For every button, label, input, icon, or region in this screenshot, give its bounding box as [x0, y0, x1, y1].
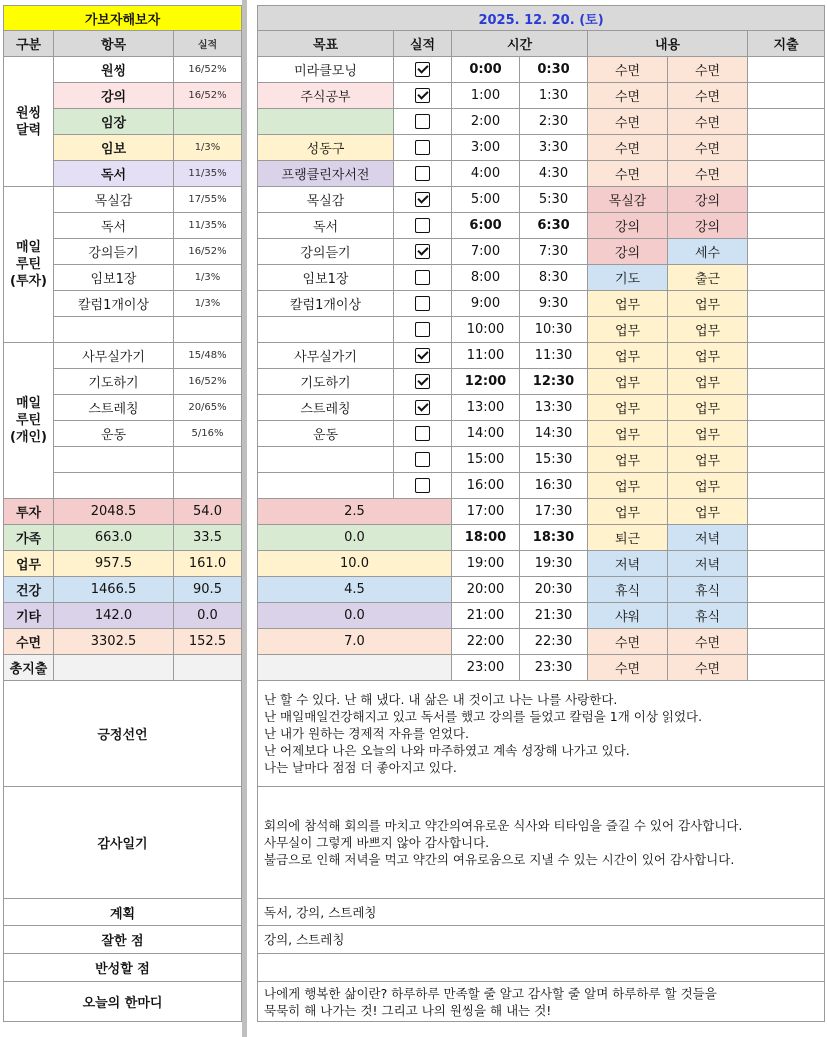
left-item-stat: 15/48%: [174, 343, 242, 369]
time-end: 3:30: [520, 135, 588, 161]
activity-cell: 업무: [588, 421, 668, 447]
left-item-stat: 17/55%: [174, 187, 242, 213]
left-item: 임보1장: [54, 265, 174, 291]
left-item: 목실감: [54, 187, 174, 213]
goal-cell: [258, 447, 394, 473]
goal-cell: 사무실가기: [258, 343, 394, 369]
today-word-text: [258, 982, 825, 1022]
activity-cell: 수면: [588, 109, 668, 135]
activity-cell: 업무: [588, 395, 668, 421]
time-start: 22:00: [452, 629, 520, 655]
section-label-routine-personal: 매일 루틴 (개인): [4, 343, 54, 499]
goal-checkbox[interactable]: [415, 62, 430, 77]
time-end: 20:30: [520, 577, 588, 603]
activity-cell: 강의: [588, 213, 668, 239]
time-start: 13:00: [452, 395, 520, 421]
reflect-text: [258, 954, 825, 982]
activity-cell: 휴식: [588, 577, 668, 603]
summary-label-family: 가족: [4, 525, 54, 551]
expense-cell: [748, 135, 825, 161]
time-end: 4:30: [520, 161, 588, 187]
expense-cell: [748, 525, 825, 551]
goal-cell: [258, 317, 394, 343]
time-end: 12:30: [520, 369, 588, 395]
gratitude-line: 회의에 참석해 회의를 마치고 약간의여유로운 식사와 티타임을 즐길 수 있어 감사합니다.: [264, 818, 743, 833]
time-start: 4:00: [452, 161, 520, 187]
time-start: 16:00: [452, 473, 520, 499]
left-item: [54, 473, 174, 499]
header-expense: 지출: [748, 31, 825, 57]
activity-cell: 휴식: [668, 603, 748, 629]
left-item-stat: 5/16%: [174, 421, 242, 447]
time-start: 2:00: [452, 109, 520, 135]
activity-cell: 수면: [668, 57, 748, 83]
time-start: 23:00: [452, 655, 520, 681]
gratitude-line: 사무실이 그렇게 바쁘지 않아 감사합니다.: [264, 835, 490, 850]
time-start: 21:00: [452, 603, 520, 629]
time-end: 19:30: [520, 551, 588, 577]
expense-cell: [748, 291, 825, 317]
goal-checkbox[interactable]: [415, 140, 430, 155]
left-item-stat: [174, 447, 242, 473]
time-end: 23:30: [520, 655, 588, 681]
activity-cell: 수면: [588, 83, 668, 109]
activity-cell: 수면: [668, 109, 748, 135]
left-summary-table: [3, 5, 242, 1022]
goal-checkbox[interactable]: [415, 166, 430, 181]
time-start: 19:00: [452, 551, 520, 577]
summary-day-value: 7.0: [258, 629, 452, 655]
affirmation-line: 난 어제보다 나은 오늘의 나와 마주하였고 계속 성장해 나가고 있다.: [264, 743, 630, 758]
left-item-stat: 16/52%: [174, 369, 242, 395]
time-start: 11:00: [452, 343, 520, 369]
summary-total: 2048.5: [54, 499, 174, 525]
activity-cell: 업무: [668, 369, 748, 395]
activity-cell: 업무: [668, 421, 748, 447]
summary-total: 663.0: [54, 525, 174, 551]
gratitude-text: [258, 787, 825, 899]
time-end: 13:30: [520, 395, 588, 421]
activity-cell: 업무: [588, 499, 668, 525]
activity-cell: 세수: [668, 239, 748, 265]
time-end: 5:30: [520, 187, 588, 213]
result-cell: [394, 369, 452, 395]
summary-total: 1466.5: [54, 577, 174, 603]
summary-label-invest: 투자: [4, 499, 54, 525]
activity-cell: 강의: [588, 239, 668, 265]
left-item: 독서: [54, 161, 174, 187]
activity-cell: 업무: [588, 473, 668, 499]
summary-label-etc: 기타: [4, 603, 54, 629]
time-end: 14:30: [520, 421, 588, 447]
result-cell: [394, 343, 452, 369]
left-item-stat: 20/65%: [174, 395, 242, 421]
summary-value: 0.0: [174, 603, 242, 629]
goal-checkbox[interactable]: [415, 426, 430, 441]
left-item: 칼럼1개이상: [54, 291, 174, 317]
well-done-text: 강의, 스트레칭: [258, 926, 825, 954]
section-label-onething: 원씽 달력: [4, 57, 54, 187]
summary-label-health: 건강: [4, 577, 54, 603]
left-item: 임장: [54, 109, 174, 135]
activity-cell: 저녁: [668, 551, 748, 577]
left-item-stat: [174, 317, 242, 343]
summary-value: [174, 655, 242, 681]
time-start: 15:00: [452, 447, 520, 473]
goal-cell: 독서: [258, 213, 394, 239]
activity-cell: 업무: [668, 317, 748, 343]
summary-day-value: 2.5: [258, 499, 452, 525]
goal-cell: 주식공부: [258, 83, 394, 109]
result-cell: [394, 395, 452, 421]
goal-cell: 목실감: [258, 187, 394, 213]
activity-cell: 저녁: [588, 551, 668, 577]
activity-cell: 수면: [588, 135, 668, 161]
activity-cell: 업무: [588, 291, 668, 317]
expense-cell: [748, 499, 825, 525]
activity-cell: 목실감: [588, 187, 668, 213]
activity-cell: 수면: [668, 629, 748, 655]
time-start: 3:00: [452, 135, 520, 161]
activity-cell: 수면: [668, 135, 748, 161]
time-end: 21:30: [520, 603, 588, 629]
time-start: 1:00: [452, 83, 520, 109]
expense-cell: [748, 83, 825, 109]
left-item-stat: 1/3%: [174, 135, 242, 161]
affirmation-text: [258, 681, 825, 787]
result-cell: [394, 473, 452, 499]
expense-cell: [748, 317, 825, 343]
summary-total: 3302.5: [54, 629, 174, 655]
well-done-label: 잘한 점: [4, 926, 242, 954]
left-item: 기도하기: [54, 369, 174, 395]
time-start: 20:00: [452, 577, 520, 603]
header-time: 시간: [452, 31, 588, 57]
header-item: 항목: [54, 31, 174, 57]
expense-cell: [748, 603, 825, 629]
activity-cell: 수면: [588, 655, 668, 681]
goal-checkbox[interactable]: [415, 348, 430, 363]
time-end: 6:30: [520, 213, 588, 239]
time-start: 8:00: [452, 265, 520, 291]
goal-cell: 성동구: [258, 135, 394, 161]
expense-cell: [748, 239, 825, 265]
result-cell: [394, 135, 452, 161]
time-end: 2:30: [520, 109, 588, 135]
affirmation-line: 나는 날마다 점점 더 좋아지고 있다.: [264, 760, 457, 775]
time-end: 18:30: [520, 525, 588, 551]
left-item-stat: 16/52%: [174, 239, 242, 265]
time-start: 5:00: [452, 187, 520, 213]
schedule-body: [258, 57, 825, 681]
left-item: 사무실가기: [54, 343, 174, 369]
goal-cell: 강의듣기: [258, 239, 394, 265]
summary-value: 152.5: [174, 629, 242, 655]
expense-cell: [748, 421, 825, 447]
goal-checkbox[interactable]: [415, 452, 430, 467]
expense-cell: [748, 655, 825, 681]
left-item-stat: 16/52%: [174, 57, 242, 83]
summary-label-expense: 총지출: [4, 655, 54, 681]
result-cell: [394, 239, 452, 265]
left-item-stat: [174, 109, 242, 135]
left-item: 스트레칭: [54, 395, 174, 421]
section-label-routine-invest: 매일 루틴 (투자): [4, 187, 54, 343]
reflect-label: 반성할 점: [4, 954, 242, 982]
time-start: 6:00: [452, 213, 520, 239]
goal-cell: 칼럼1개이상: [258, 291, 394, 317]
left-item: [54, 447, 174, 473]
gratitude-label: 감사일기: [4, 787, 242, 899]
expense-cell: [748, 629, 825, 655]
time-end: 15:30: [520, 447, 588, 473]
expense-cell: [748, 395, 825, 421]
summary-value: 90.5: [174, 577, 242, 603]
time-end: 11:30: [520, 343, 588, 369]
gratitude-line: 불금으로 인해 저녁을 먹고 약간의 여유로움으로 지낼 수 있는 시간이 있어 감사합니다.: [264, 852, 735, 867]
goal-checkbox[interactable]: [415, 88, 430, 103]
affirmation-line: 난 할 수 있다. 난 해 냈다. 내 삶은 내 것이고 나는 나를 사랑한다.: [264, 692, 618, 707]
activity-cell: 수면: [668, 161, 748, 187]
header-category: 구분: [4, 31, 54, 57]
left-item: 강의듣기: [54, 239, 174, 265]
goal-checkbox[interactable]: [415, 374, 430, 389]
goal-checkbox[interactable]: [415, 218, 430, 233]
activity-cell: 업무: [588, 317, 668, 343]
summary-day-value: 0.0: [258, 603, 452, 629]
result-cell: [394, 447, 452, 473]
expense-cell: [748, 447, 825, 473]
activity-cell: 샤워: [588, 603, 668, 629]
summary-value: 33.5: [174, 525, 242, 551]
result-cell: [394, 265, 452, 291]
header-result: 실적: [394, 31, 452, 57]
goal-checkbox[interactable]: [415, 270, 430, 285]
time-end: 9:30: [520, 291, 588, 317]
summary-total: 957.5: [54, 551, 174, 577]
left-item-stat: [174, 473, 242, 499]
activity-cell: 업무: [588, 447, 668, 473]
goal-checkbox[interactable]: [415, 296, 430, 311]
time-end: 16:30: [520, 473, 588, 499]
time-start: 7:00: [452, 239, 520, 265]
goal-cell: 운동: [258, 421, 394, 447]
today-word-label: 오늘의 한마디: [4, 982, 242, 1022]
left-item: 강의: [54, 83, 174, 109]
affirmation-line: 난 매일매일건강해지고 있고 독서를 했고 강의를 들었고 칼럼을 1개 이상 읽었다.: [264, 709, 703, 724]
expense-cell: [748, 265, 825, 291]
expense-cell: [748, 473, 825, 499]
expense-cell: [748, 57, 825, 83]
result-cell: [394, 213, 452, 239]
summary-value: 161.0: [174, 551, 242, 577]
time-end: 22:30: [520, 629, 588, 655]
time-start: 17:00: [452, 499, 520, 525]
result-cell: [394, 421, 452, 447]
goal-cell: [258, 473, 394, 499]
left-item: [54, 317, 174, 343]
affirmation-label: 긍정선언: [4, 681, 242, 787]
column-divider: [242, 0, 247, 1037]
summary-label-sleep: 수면: [4, 629, 54, 655]
time-start: 9:00: [452, 291, 520, 317]
result-cell: [394, 317, 452, 343]
today-word-line: 묵묵히 해 나가는 것! 그리고 나의 원씽을 해 내는 것!: [264, 1002, 552, 1018]
activity-cell: 강의: [668, 213, 748, 239]
time-end: 17:30: [520, 499, 588, 525]
activity-cell: 출근: [668, 265, 748, 291]
summary-day-value: [258, 655, 452, 681]
goal-checkbox[interactable]: [415, 400, 430, 415]
plan-label: 계획: [4, 899, 242, 926]
left-item: 독서: [54, 213, 174, 239]
expense-cell: [748, 577, 825, 603]
expense-cell: [748, 187, 825, 213]
left-item-stat: 1/3%: [174, 265, 242, 291]
activity-cell: 수면: [668, 83, 748, 109]
goal-checkbox[interactable]: [415, 244, 430, 259]
summary-value: 54.0: [174, 499, 242, 525]
activity-cell: 기도: [588, 265, 668, 291]
activity-cell: 업무: [588, 343, 668, 369]
goal-cell: 프랭클린자서전: [258, 161, 394, 187]
plan-text: 독서, 강의, 스트레칭: [258, 899, 825, 926]
time-end: 7:30: [520, 239, 588, 265]
page-title: 가보자해보자: [4, 6, 242, 31]
activity-cell: 휴식: [668, 577, 748, 603]
activity-cell: 업무: [588, 369, 668, 395]
time-end: 10:30: [520, 317, 588, 343]
goal-cell: 임보1장: [258, 265, 394, 291]
expense-cell: [748, 213, 825, 239]
time-start: 14:00: [452, 421, 520, 447]
activity-cell: 수면: [588, 161, 668, 187]
expense-cell: [748, 109, 825, 135]
expense-cell: [748, 161, 825, 187]
activity-cell: 퇴근: [588, 525, 668, 551]
goal-cell: 미라클모닝: [258, 57, 394, 83]
time-end: 0:30: [520, 57, 588, 83]
summary-day-value: 4.5: [258, 577, 452, 603]
time-end: 8:30: [520, 265, 588, 291]
summary-total: 142.0: [54, 603, 174, 629]
activity-cell: 저녁: [668, 525, 748, 551]
result-cell: [394, 83, 452, 109]
expense-cell: [748, 551, 825, 577]
activity-cell: 업무: [668, 395, 748, 421]
affirmation-line: 난 내가 원하는 경제적 자유를 얻었다.: [264, 726, 469, 741]
activity-cell: 업무: [668, 343, 748, 369]
goal-checkbox[interactable]: [415, 192, 430, 207]
result-cell: [394, 291, 452, 317]
expense-cell: [748, 369, 825, 395]
time-end: 1:30: [520, 83, 588, 109]
result-cell: [394, 187, 452, 213]
header-content: 내용: [588, 31, 748, 57]
activity-cell: 수면: [588, 57, 668, 83]
goal-cell: [258, 109, 394, 135]
summary-day-value: 10.0: [258, 551, 452, 577]
time-start: 12:00: [452, 369, 520, 395]
left-item: 운동: [54, 421, 174, 447]
left-item-stat: 1/3%: [174, 291, 242, 317]
activity-cell: 수면: [588, 629, 668, 655]
summary-total: [54, 655, 174, 681]
expense-cell: [748, 343, 825, 369]
left-item: 원씽: [54, 57, 174, 83]
header-result: 실적: [174, 31, 242, 57]
activity-cell: 업무: [668, 291, 748, 317]
left-item-stat: 16/52%: [174, 83, 242, 109]
left-item-stat: 11/35%: [174, 161, 242, 187]
goal-checkbox[interactable]: [415, 478, 430, 493]
result-cell: [394, 109, 452, 135]
time-start: 18:00: [452, 525, 520, 551]
goal-checkbox[interactable]: [415, 114, 430, 129]
header-goal: 목표: [258, 31, 394, 57]
goal-checkbox[interactable]: [415, 322, 430, 337]
activity-cell: 업무: [668, 447, 748, 473]
goal-cell: 기도하기: [258, 369, 394, 395]
result-cell: [394, 57, 452, 83]
right-daily-table: [257, 5, 825, 1022]
time-start: 10:00: [452, 317, 520, 343]
today-word-line: 나에게 행복한 삶이란? 하루하루 만족할 줄 알고 감사할 줄 알며 하루하루 할 것들을: [264, 985, 717, 1001]
date-title: 2025. 12. 20. (토): [258, 6, 825, 31]
activity-cell: 강의: [668, 187, 748, 213]
goal-cell: 스트레칭: [258, 395, 394, 421]
activity-cell: 업무: [668, 499, 748, 525]
summary-day-value: 0.0: [258, 525, 452, 551]
activity-cell: 업무: [668, 473, 748, 499]
activity-cell: 수면: [668, 655, 748, 681]
summary-label-work: 업무: [4, 551, 54, 577]
left-item: 임보: [54, 135, 174, 161]
time-start: 0:00: [452, 57, 520, 83]
result-cell: [394, 161, 452, 187]
left-item-stat: 11/35%: [174, 213, 242, 239]
